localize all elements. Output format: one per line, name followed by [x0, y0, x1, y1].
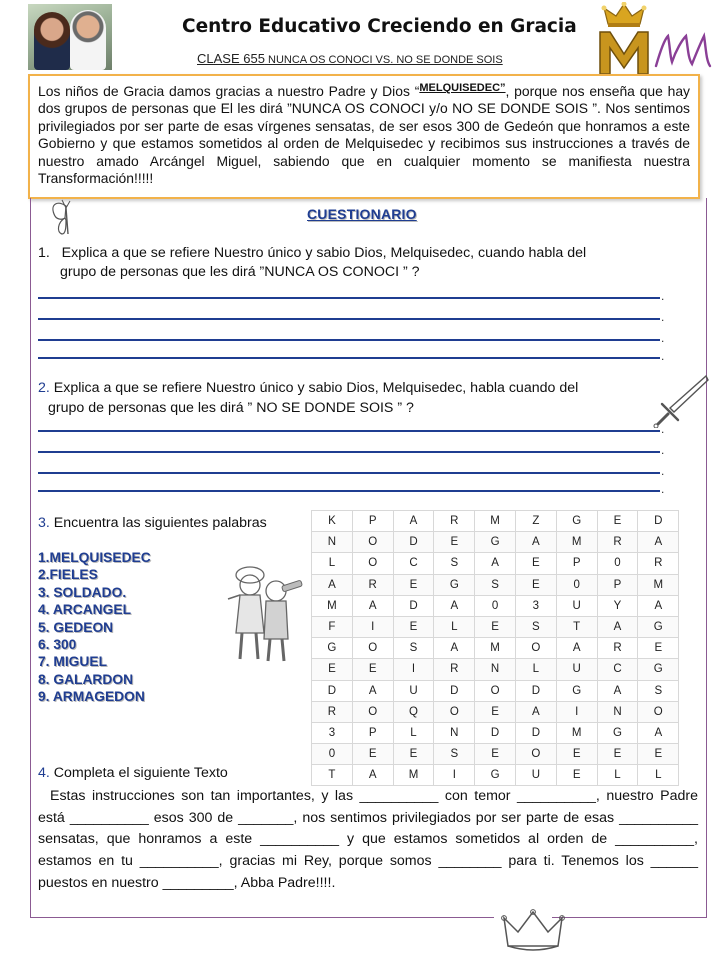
grid-cell[interactable]: D	[434, 680, 475, 701]
grid-row	[312, 638, 679, 659]
grid-cell[interactable]: M	[475, 638, 516, 659]
crown-icon	[604, 4, 644, 24]
grid-cell[interactable]: N	[434, 722, 475, 743]
line-end-dot: .	[661, 482, 665, 496]
grid-cell[interactable]: D	[515, 722, 556, 743]
text-segment: , estamos en tu	[38, 831, 698, 870]
grid-cell[interactable]: I	[352, 616, 393, 637]
grid-cell[interactable]: E	[312, 659, 353, 680]
grid-cell[interactable]: O	[352, 532, 393, 553]
grid-cell[interactable]: A	[352, 680, 393, 701]
grid-cell[interactable]: M	[556, 722, 597, 743]
grid-cell[interactable]: I	[434, 765, 475, 786]
letter-m-script	[656, 36, 710, 66]
text-segment: esos 300 de	[148, 809, 239, 826]
subtitle-main: CLASE 655	[197, 51, 265, 66]
line-end-dot: .	[661, 289, 665, 303]
q3-text: Encuentra las siguientes palabras	[53, 515, 267, 531]
grid-cell[interactable]: R	[638, 553, 679, 574]
grid-cell[interactable]: U	[393, 680, 434, 701]
grid-cell[interactable]: N	[475, 659, 516, 680]
grid-cell[interactable]: O	[638, 701, 679, 722]
grid-cell[interactable]: L	[393, 722, 434, 743]
blank-field[interactable]: __________	[139, 853, 219, 870]
text-segment: , nuestro Padre está	[38, 788, 699, 826]
question-2-line-2: grupo de personas que les dirá ” NO SE DONDE SOIS ” ?	[48, 400, 414, 416]
grid-cell[interactable]: U	[515, 765, 556, 786]
grid-cell[interactable]: R	[352, 574, 393, 595]
answer-line[interactable]	[38, 318, 660, 320]
grid-cell[interactable]: E	[352, 744, 393, 765]
word-item: 3. SOLDADO.	[38, 584, 127, 600]
grid-cell[interactable]: G	[312, 638, 353, 659]
grid-cell[interactable]: 0	[556, 574, 597, 595]
question-3	[38, 514, 267, 533]
grid-cell[interactable]: T	[312, 765, 353, 786]
grid-cell[interactable]: 3	[515, 595, 556, 616]
grid-cell[interactable]: O	[352, 638, 393, 659]
word-item: 6. 300	[38, 637, 77, 653]
grid-cell[interactable]: A	[638, 532, 679, 553]
grid-cell[interactable]: S	[475, 574, 516, 595]
grid-cell[interactable]: G	[434, 574, 475, 595]
grid-cell[interactable]: O	[515, 638, 556, 659]
questionnaire-heading: CUESTIONARIO	[307, 206, 417, 222]
grid-cell[interactable]: S	[638, 680, 679, 701]
grid-cell[interactable]: A	[597, 616, 638, 637]
grid-cell[interactable]: 0	[475, 595, 516, 616]
grid-cell[interactable]: P	[597, 574, 638, 595]
q2-text-1: Explica a que se refiere Nuestro único y sabio Dios, Melquisedec, habla cuando del	[53, 380, 579, 396]
grid-row	[312, 532, 679, 553]
grid-cell[interactable]: E	[393, 744, 434, 765]
line-end-dot: .	[661, 464, 665, 478]
grid-cell[interactable]: G	[556, 680, 597, 701]
answer-line[interactable]	[38, 472, 660, 474]
grid-cell[interactable]: U	[556, 595, 597, 616]
word-item: 4. ARCANGEL	[38, 602, 132, 618]
grid-cell[interactable]: N	[597, 701, 638, 722]
grid-cell[interactable]: O	[352, 701, 393, 722]
word-item: 8. GALARDON	[38, 671, 134, 687]
grid-cell[interactable]: A	[434, 595, 475, 616]
grid-cell[interactable]: D	[393, 595, 434, 616]
grid-row	[312, 553, 679, 574]
grid-cell[interactable]: E	[515, 574, 556, 595]
grid-cell[interactable]: C	[393, 553, 434, 574]
grid-row	[312, 659, 679, 680]
grid-cell[interactable]: G	[475, 532, 516, 553]
grid-cell[interactable]: A	[352, 765, 393, 786]
blank-field[interactable]: __________	[619, 809, 698, 826]
text-segment: con temor	[438, 788, 518, 804]
answer-line[interactable]	[38, 490, 660, 492]
blank-field[interactable]: _______	[238, 809, 294, 826]
grid-cell[interactable]: A	[434, 638, 475, 659]
grid-cell[interactable]: E	[638, 638, 679, 659]
grid-cell[interactable]: Z	[515, 511, 556, 532]
grid-cell[interactable]: A	[475, 553, 516, 574]
person-right	[70, 10, 106, 70]
intro-part2: , porque nos enseña que hay dos grupos de personas que El les dirá ”NUNCA OS CONOCI y/o NO SE DONDE SOIS ”. Nos sentimos privilegiados por ser parte de esas vírgenes sensatas, de ser esos 300 de Gedeón que honramos a este Gobierno y que estamos sometidos al orden de Melquisedec y recibimos sus instrucciones a través de nuestro amado Arcángel Miguel, sabiendo que en cualquier momento se manifiesta nuestra Transformación!!!!!	[38, 83, 691, 187]
grid-cell[interactable]: G	[638, 616, 679, 637]
word-search-grid	[311, 510, 679, 786]
blank-field[interactable]: __________	[260, 831, 340, 848]
page-title: Centro Educativo Creciendo en Gracia	[182, 16, 577, 37]
grid-row	[312, 765, 679, 786]
text-segment: , Abba Padre!!!!.	[233, 874, 336, 891]
grid-cell[interactable]: R	[597, 532, 638, 553]
grid-cell[interactable]: O	[434, 701, 475, 722]
grid-cell[interactable]: S	[434, 744, 475, 765]
founders-photo	[28, 4, 112, 70]
grid-cell[interactable]: L	[597, 765, 638, 786]
grid-cell[interactable]: U	[556, 659, 597, 680]
grid-cell[interactable]: F	[312, 616, 353, 637]
q1-number: 1.	[38, 245, 50, 261]
subtitle-rest: NUNCA OS CONOCI VS. NO SE DONDE SOIS	[264, 54, 503, 66]
line-end-dot: .	[661, 331, 665, 345]
grid-cell[interactable]: D	[393, 532, 434, 553]
answer-line[interactable]	[38, 430, 660, 432]
sword-icon	[648, 372, 712, 428]
answer-line[interactable]	[38, 339, 660, 341]
blank-field[interactable]: _________	[162, 874, 234, 891]
grid-cell[interactable]: P	[556, 553, 597, 574]
answer-line[interactable]	[38, 451, 660, 453]
grid-cell[interactable]: E	[393, 574, 434, 595]
q4-number: 4.	[38, 765, 50, 781]
grid-cell[interactable]: E	[434, 532, 475, 553]
grid-row	[312, 744, 679, 765]
answer-line[interactable]	[38, 357, 660, 359]
intro-name: MELQUISEDEC”	[419, 82, 506, 94]
grid-cell[interactable]: E	[556, 744, 597, 765]
grid-cell[interactable]: G	[638, 659, 679, 680]
grid-cell[interactable]: C	[597, 659, 638, 680]
question-1-line-1	[38, 244, 586, 263]
grid-cell[interactable]: A	[352, 595, 393, 616]
line-end-dot: .	[661, 422, 665, 436]
grid-cell[interactable]: R	[434, 511, 475, 532]
grid-cell[interactable]: M	[312, 595, 353, 616]
q4-text: Completa el siguiente Texto	[53, 765, 228, 781]
grid-cell[interactable]: E	[638, 744, 679, 765]
q2-number: 2.	[38, 380, 50, 396]
word-list	[38, 549, 151, 706]
grid-cell[interactable]: O	[475, 680, 516, 701]
text-segment: Estas instrucciones son tan importantes, y las	[50, 788, 360, 804]
grid-cell[interactable]: E	[556, 765, 597, 786]
grid-row	[312, 574, 679, 595]
letter-m-gold	[600, 32, 648, 74]
grid-cell[interactable]: E	[597, 744, 638, 765]
grid-cell[interactable]: R	[597, 638, 638, 659]
grid-row	[312, 722, 679, 743]
text-segment: puestos en nuestro	[38, 874, 163, 891]
grid-cell[interactable]: I	[556, 701, 597, 722]
grid-row	[312, 680, 679, 701]
grid-cell[interactable]: A	[515, 701, 556, 722]
grid-cell[interactable]: P	[352, 722, 393, 743]
grid-cell[interactable]: A	[638, 722, 679, 743]
line-end-dot: .	[661, 349, 665, 363]
text-segment: , nos sentimos privilegiados por ser parte de esas	[293, 809, 620, 826]
blank-field[interactable]: ______	[650, 853, 698, 870]
grid-cell[interactable]: L	[638, 765, 679, 786]
grid-cell[interactable]: A	[638, 595, 679, 616]
line-end-dot: .	[661, 310, 665, 324]
grid-cell[interactable]: D	[638, 511, 679, 532]
q1-text-1: Explica a que se refiere Nuestro único y sabio Dios, Melquisedec, cuando habla del	[61, 245, 587, 261]
text-segment: y que estamos sometidos al orden de	[339, 831, 616, 848]
grid-cell[interactable]: G	[556, 511, 597, 532]
grid-cell[interactable]: D	[475, 722, 516, 743]
question-4	[38, 764, 228, 783]
word-item: 5. GEDEON	[38, 619, 114, 635]
grid-cell[interactable]: P	[352, 511, 393, 532]
grid-row	[312, 511, 679, 532]
grid-cell[interactable]: T	[556, 616, 597, 637]
grid-cell[interactable]: L	[312, 553, 353, 574]
grid-cell[interactable]: S	[515, 616, 556, 637]
grid-cell[interactable]: E	[352, 659, 393, 680]
grid-cell[interactable]: S	[434, 553, 475, 574]
grid-row	[312, 616, 679, 637]
grid-cell[interactable]: O	[352, 553, 393, 574]
grid-cell[interactable]: N	[312, 532, 353, 553]
grid-cell[interactable]: L	[515, 659, 556, 680]
grid-cell[interactable]: M	[393, 765, 434, 786]
grid-cell[interactable]: A	[312, 574, 353, 595]
word-item: 2.FIELES	[38, 567, 98, 583]
text-segment: para ti. Tenemos los	[501, 853, 651, 870]
crown-m-logo	[594, 2, 714, 76]
text-segment: , gracias mi Rey, porque somos	[218, 853, 439, 870]
grid-cell[interactable]: M	[475, 511, 516, 532]
grid-row	[312, 595, 679, 616]
blank-field[interactable]: __________	[69, 809, 149, 826]
blank-field[interactable]: __________	[517, 788, 596, 804]
intro-paragraph	[28, 74, 700, 199]
grid-cell[interactable]: A	[393, 511, 434, 532]
person-left	[34, 12, 70, 70]
butterfly-icon	[48, 198, 84, 238]
grid-cell[interactable]: Q	[393, 701, 434, 722]
blank-field[interactable]: ________	[438, 853, 502, 870]
grid-cell[interactable]: Y	[597, 595, 638, 616]
grid-cell[interactable]: 0	[597, 553, 638, 574]
word-item: 9. ARMAGEDON	[38, 689, 145, 705]
class-subtitle	[197, 51, 503, 66]
grid-cell[interactable]: G	[475, 765, 516, 786]
word-item: 1.MELQUISEDEC	[38, 550, 151, 565]
grid-cell[interactable]: M	[638, 574, 679, 595]
grid-row	[312, 701, 679, 722]
blank-field[interactable]: __________	[359, 788, 439, 804]
grid-cell[interactable]: G	[597, 722, 638, 743]
grid-cell[interactable]: L	[434, 616, 475, 637]
intro-part1: Los niños de Gracia damos gracias a nuestro Padre y Dios “	[38, 83, 420, 99]
grid-cell[interactable]: E	[475, 744, 516, 765]
grid-cell[interactable]: M	[556, 532, 597, 553]
grid-cell[interactable]: 0	[312, 744, 353, 765]
grid-cell[interactable]: O	[515, 744, 556, 765]
q3-number: 3.	[38, 515, 50, 531]
grid-cell[interactable]: R	[312, 701, 353, 722]
question-1-line-2: grupo de personas que les dirá ”NUNCA OS CONOCI ” ?	[60, 264, 420, 280]
line-end-dot: .	[661, 443, 665, 457]
grid-cell[interactable]: A	[556, 638, 597, 659]
grid-cell[interactable]: K	[312, 511, 353, 532]
grid-cell[interactable]: E	[475, 701, 516, 722]
word-item: 7. MIGUEL	[38, 654, 107, 670]
completion-paragraph	[38, 786, 698, 895]
grid-cell[interactable]: I	[393, 659, 434, 680]
grid-cell[interactable]: E	[393, 616, 434, 637]
grid-cell[interactable]: E	[475, 616, 516, 637]
text-segment: sensatas, que honramos a este	[38, 831, 261, 848]
explorer-kids-illustration	[224, 555, 306, 665]
grid-cell[interactable]: R	[434, 659, 475, 680]
blank-field[interactable]: __________	[615, 831, 695, 848]
grid-cell[interactable]: S	[393, 638, 434, 659]
grid-cell[interactable]: E	[597, 511, 638, 532]
grid-cell[interactable]: D	[515, 680, 556, 701]
answer-line[interactable]	[38, 297, 660, 299]
grid-cell[interactable]: A	[515, 532, 556, 553]
grid-cell[interactable]: A	[597, 680, 638, 701]
grid-cell[interactable]: E	[515, 553, 556, 574]
question-2-line-1	[38, 379, 578, 398]
grid-cell[interactable]: D	[312, 680, 353, 701]
grid-cell[interactable]: 3	[312, 722, 353, 743]
small-crown-icon	[500, 908, 566, 956]
